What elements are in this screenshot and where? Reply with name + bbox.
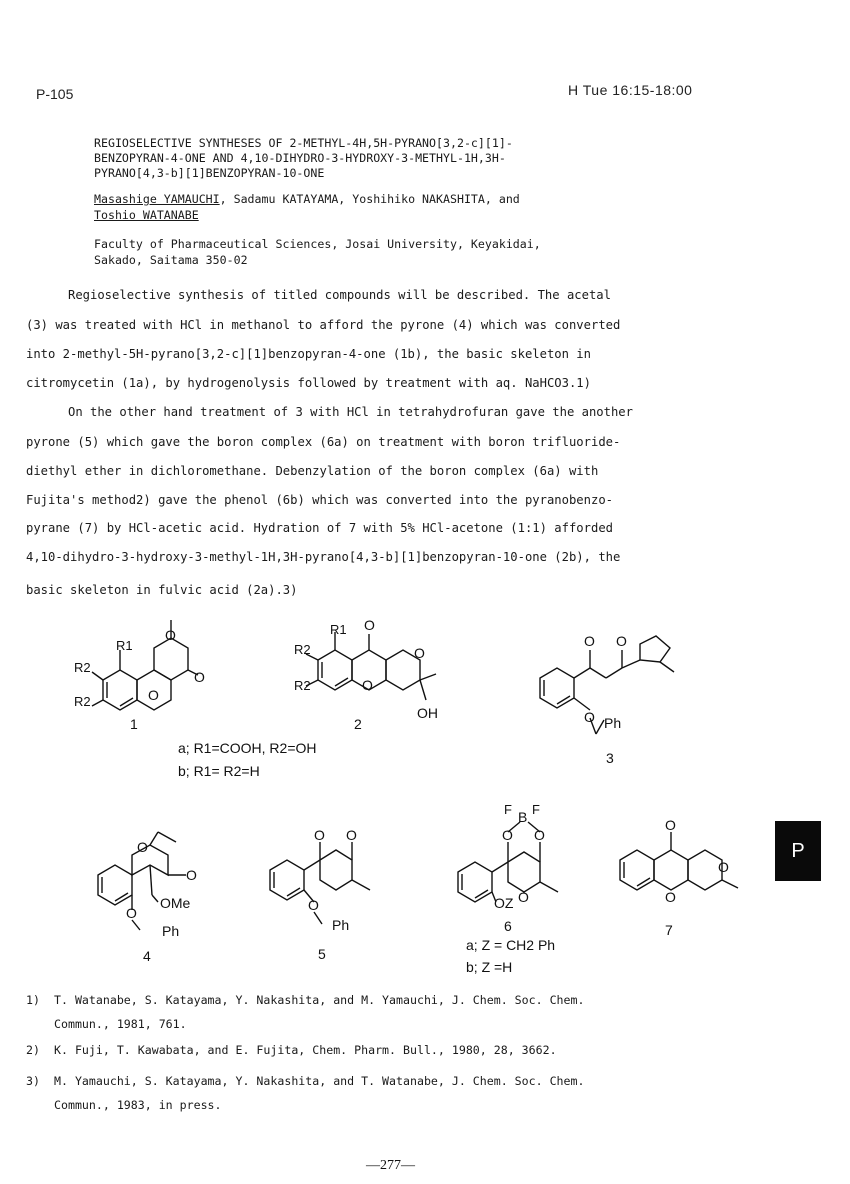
body-line: On the other hand treatment of 3 with HCl in tetrahydrofuran gave the another	[68, 405, 633, 419]
atom-o: O	[718, 859, 729, 875]
title-line-2: BENZOPYRAN-4-ONE AND 4,10-DIHYDRO-3-HYDROXY-3-METHYL-1H,3H-	[94, 151, 506, 165]
structure-1	[74, 620, 205, 710]
compound-label-1: 1	[130, 716, 138, 732]
structure-7	[620, 817, 738, 905]
structure-4	[98, 832, 197, 939]
atom-r2: R2	[294, 678, 311, 693]
reference-text: K. Fuji, T. Kawabata, and E. Fujita, Chem. Pharm. Bull., 1980, 28, 3662.	[54, 1043, 557, 1057]
affiliation-line-1: Faculty of Pharmaceutical Sciences, Josai University, Keyakidai,	[94, 237, 541, 251]
compound-label-3: 3	[606, 750, 614, 766]
atom-f: F	[504, 802, 512, 817]
body-line: basic skeleton in fulvic acid (2a).3)	[26, 583, 298, 597]
reference-number: 2)	[26, 1043, 40, 1057]
atom-r2: R2	[294, 642, 311, 657]
structure-3	[540, 633, 674, 734]
compound-label-6: 6	[504, 918, 512, 934]
reference-number: 3)	[26, 1074, 40, 1088]
section-tab: P	[775, 821, 821, 881]
body-line: diethyl ether in dichloromethane. Debenzylation of the boron complex (6a) with	[26, 464, 599, 478]
affiliation-line-2: Sakado, Saitama 350-02	[94, 253, 248, 267]
compound-label-5: 5	[318, 946, 326, 962]
structures-figure	[0, 610, 850, 980]
reference-text: Commun., 1983, in press.	[54, 1098, 222, 1112]
atom-o: O	[414, 645, 425, 661]
atom-o: O	[502, 827, 513, 843]
atom-f: F	[532, 802, 540, 817]
atom-ph: Ph	[162, 923, 180, 939]
atom-o: O	[616, 633, 627, 649]
atom-o: O	[194, 669, 205, 685]
atom-o: O	[584, 633, 595, 649]
substituent-6b: b; Z =H	[466, 959, 513, 975]
compound-label-7: 7	[665, 922, 673, 938]
atom-ome: OMe	[160, 895, 191, 911]
authors-line-2: Toshio WATANABE	[94, 208, 199, 222]
body-line: pyrane (7) by HCl-acetic acid. Hydration of 7 with 5% HCl-acetone (1:1) afforded	[26, 521, 613, 535]
atom-o: O	[148, 687, 159, 703]
atom-o: O	[518, 889, 529, 905]
atom-r1: R1	[330, 622, 347, 637]
abstract-code: P-105	[36, 86, 74, 102]
title-line-1: REGIOSELECTIVE SYNTHESES OF 2-METHYL-4H,5H-PYRANO[3,2-c][1]-	[94, 136, 513, 150]
atom-o: O	[137, 839, 148, 855]
session-time: H Tue 16:15-18:00	[568, 82, 693, 98]
co-authors: , Sadamu KATAYAMA, Yoshihiko NAKASHITA, and	[219, 192, 520, 206]
atom-b: B	[518, 809, 528, 825]
reference-number: 1)	[26, 993, 40, 1007]
atom-o: O	[308, 897, 319, 913]
body-line: (3) was treated with HCl in methanol to afford the pyrone (4) which was converted	[26, 318, 621, 332]
substituent-6a: a; Z = CH2 Ph	[466, 937, 556, 953]
reference-text: M. Yamauchi, S. Katayama, Y. Nakashita, and T. Watanabe, J. Chem. Soc. Chem.	[54, 1074, 585, 1088]
page-number: —277—	[366, 1158, 415, 1173]
authors-line-1	[94, 192, 520, 206]
structure-6	[458, 802, 558, 911]
compound-label-4: 4	[143, 948, 151, 964]
atom-r2: R2	[74, 660, 91, 675]
body-line: pyrone (5) which gave the boron complex (6a) on treatment with boron trifluoride-	[26, 435, 621, 449]
substituent-a: a; R1=COOH, R2=OH	[178, 740, 317, 756]
atom-o: O	[362, 677, 373, 693]
structure-5	[270, 827, 370, 933]
atom-o: O	[126, 905, 137, 921]
compound-label-2: 2	[354, 716, 362, 732]
atom-ph: Ph	[604, 715, 622, 731]
atom-o: O	[584, 709, 595, 725]
body-line: Regioselective synthesis of titled compounds will be described. The acetal	[68, 288, 611, 302]
atom-r1: R1	[116, 638, 133, 653]
atom-o: O	[346, 827, 357, 843]
atom-o: O	[364, 617, 375, 633]
body-line: into 2-methyl-5H-pyrano[3,2-c][1]benzopyran-4-one (1b), the basic skeleton in	[26, 347, 591, 361]
atom-r2: R2	[74, 694, 91, 709]
atom-o: O	[665, 817, 676, 833]
atom-o: O	[534, 827, 545, 843]
atom-o: O	[186, 867, 197, 883]
atom-o: O	[665, 889, 676, 905]
presenting-author: Masashige YAMAUCHI	[94, 192, 220, 206]
reference-text: T. Watanabe, S. Katayama, Y. Nakashita, and M. Yamauchi, J. Chem. Soc. Chem.	[54, 993, 585, 1007]
substituent-b: b; R1= R2=H	[178, 763, 260, 779]
atom-ph: Ph	[332, 917, 350, 933]
atom-oz: OZ	[494, 895, 514, 911]
atom-o: O	[165, 627, 176, 643]
atom-o: O	[314, 827, 325, 843]
body-line: Fujita's method2) gave the phenol (6b) which was converted into the pyranobenzo-	[26, 493, 613, 507]
body-line: citromycetin (1a), by hydrogenolysis followed by treatment with aq. NaHCO3.1)	[26, 376, 591, 390]
atom-oh: OH	[417, 705, 438, 721]
reference-text: Commun., 1981, 761.	[54, 1017, 187, 1031]
title-line-3: PYRANO[4,3-b][1]BENZOPYRAN-10-ONE	[94, 166, 325, 180]
body-line: 4,10-dihydro-3-hydroxy-3-methyl-1H,3H-pyrano[4,3-b][1]benzopyran-10-one (2b), the	[26, 550, 621, 564]
structure-2	[294, 617, 438, 721]
